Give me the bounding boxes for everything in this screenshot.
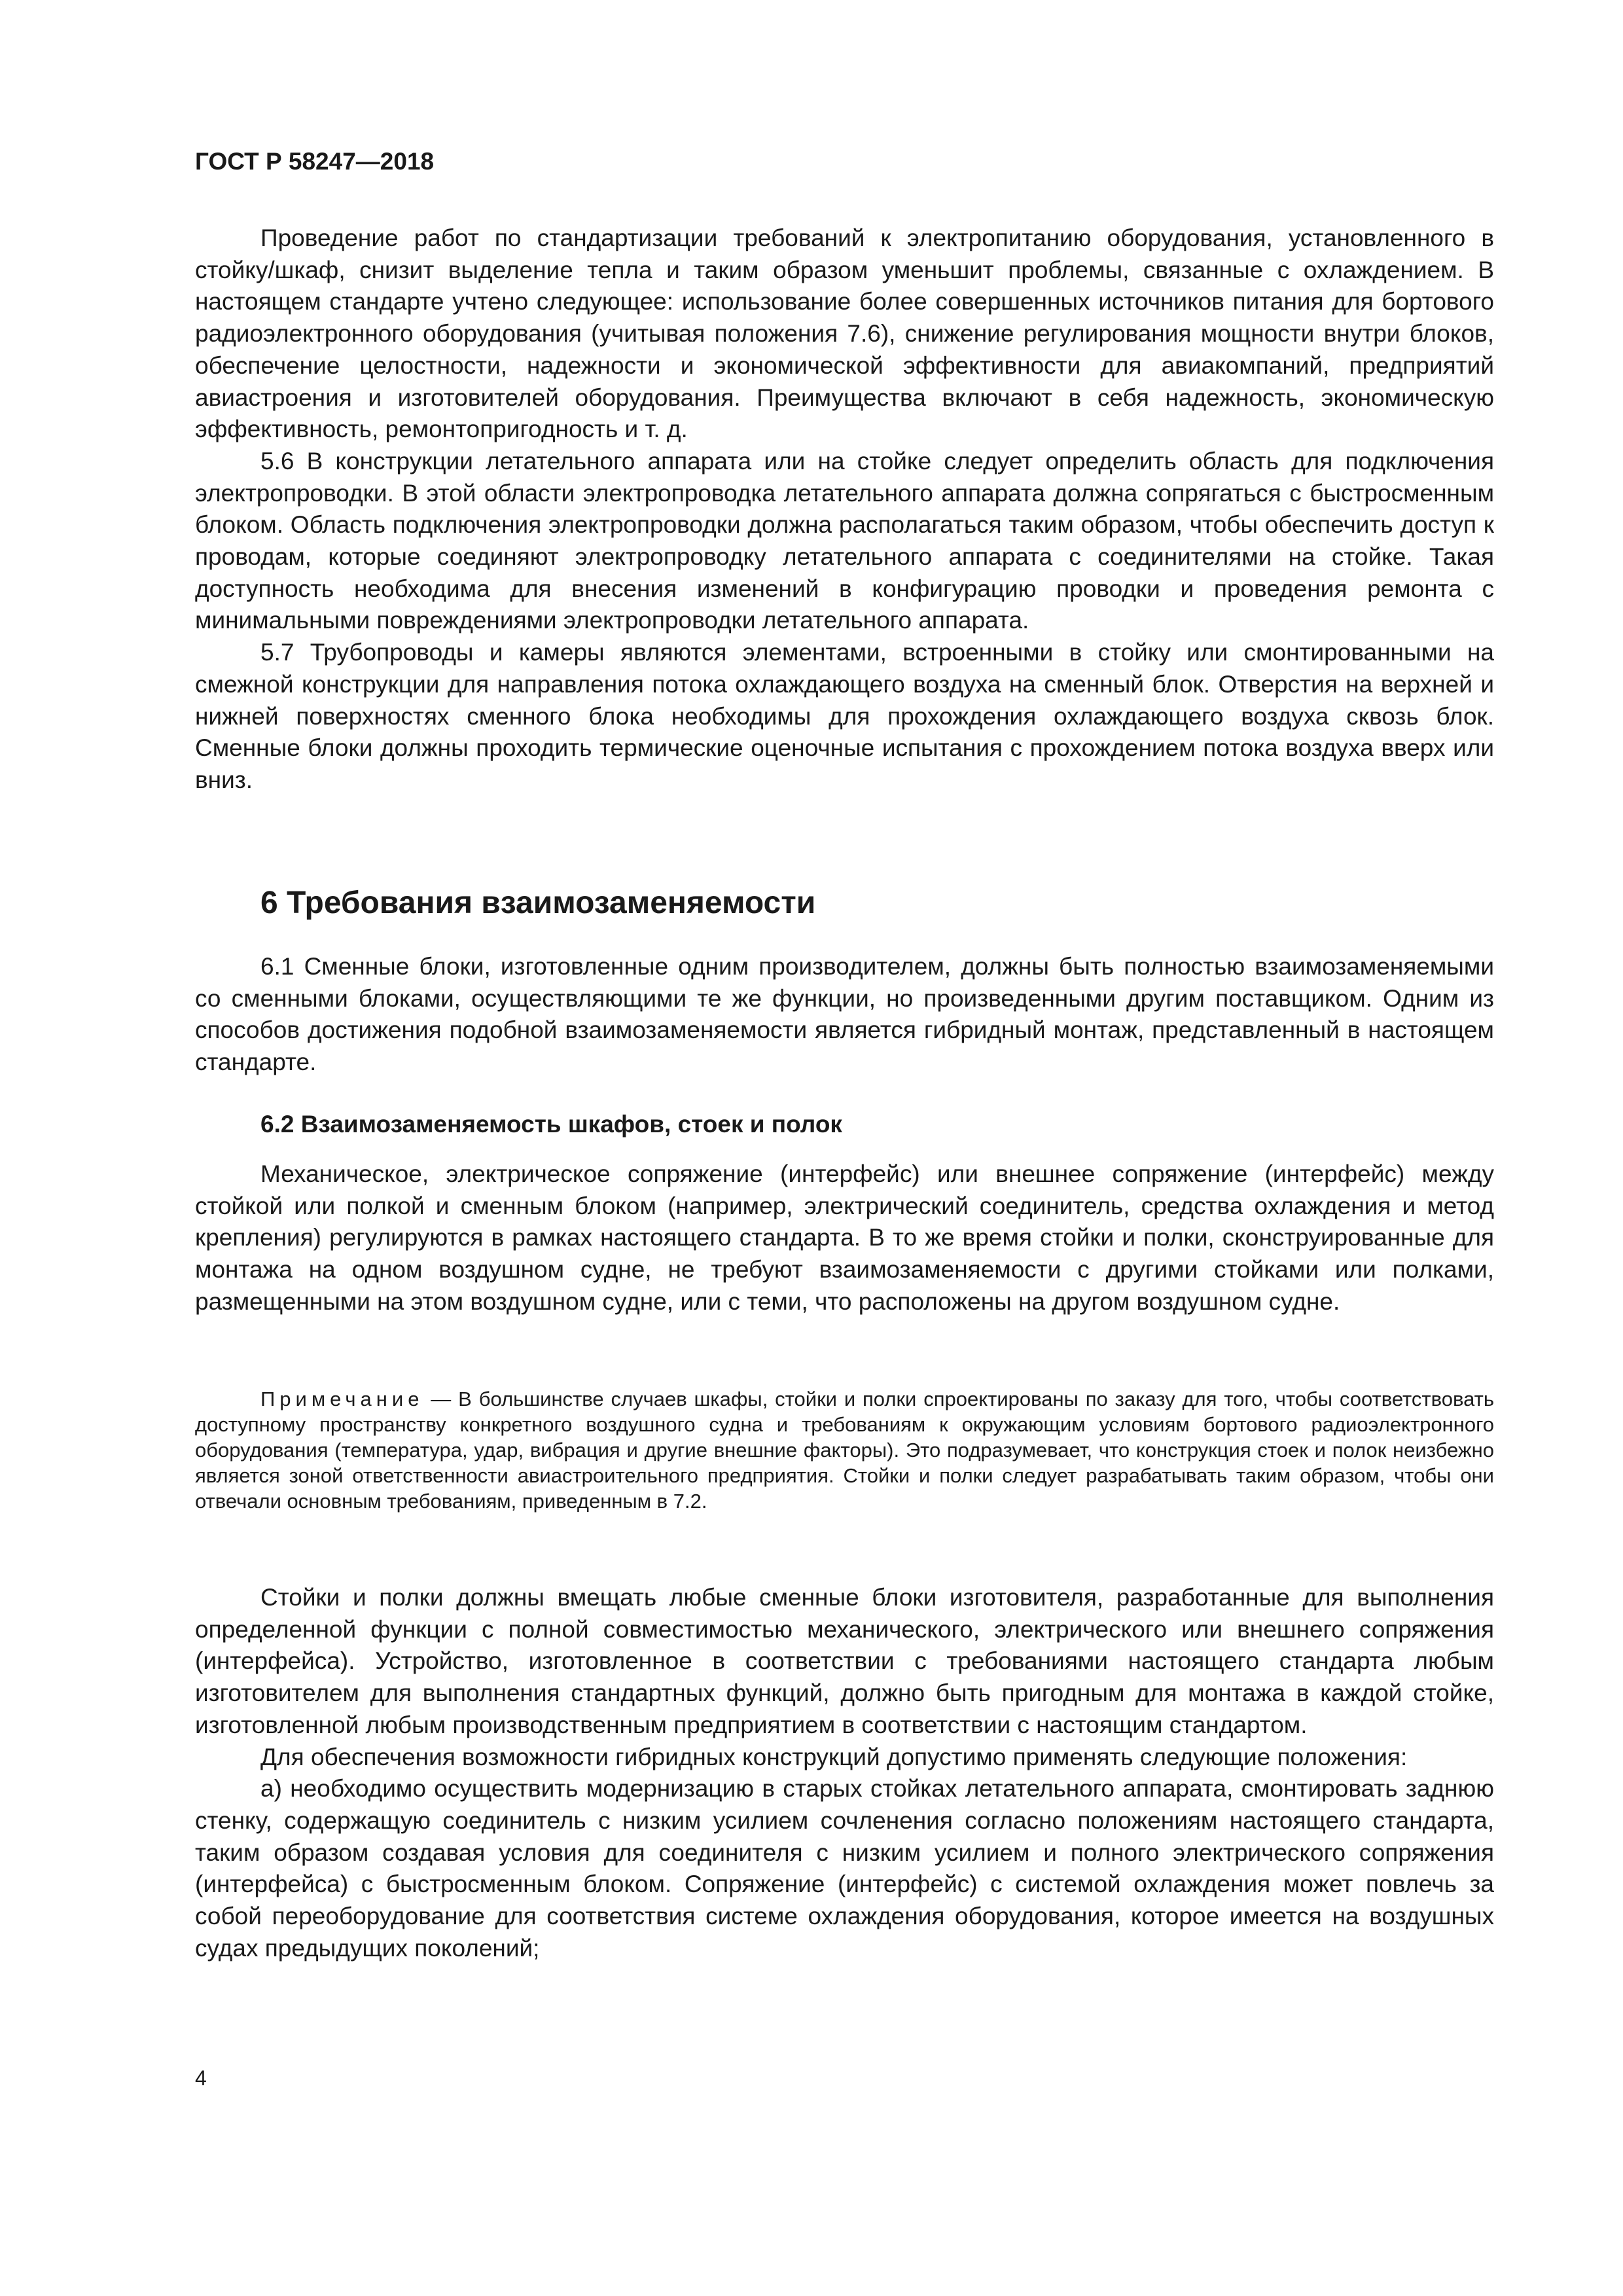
- note-paragraph: [195, 1386, 1494, 1514]
- section-6-text: [195, 951, 1494, 1079]
- note-text: — В большинстве случаев шкафы, стойки и полки спроектированы по заказу для того, чтобы соответствовать доступному пространству конкретного воздушного судна и требованиям к окружающим условиям бортового радиоэлектронного оборудования (температура, удар, вибрация и другие внешние факторы). Это подразумевает, что конструкция стоек и полок неизбежно является зоной ответственности авиастроительного предприятия. Стойки и полки следует разрабатывать таким образом, чтобы они отвечали основным требованиям, приведенным в 7.2.: [195, 1388, 1494, 1513]
- section-6-2-text: [195, 1158, 1494, 1318]
- paragraph-6-2-intro: Механическое, электрическое сопряжение (интерфейс) или внешнее сопряжение (интерфейс) между стойкой или полкой и сменным блоком (например, электрический соединитель, средства охлаждения и метод крепления) регулируются в рамках настоящего стандарта. В то же время стойки и полки, сконструированные для монтажа на одном воздушном судне, не требуют взаимозаменяемости с другими стойками или полками, размещенными на этом воздушном судне, или с теми, что расположены на другом воздушном судне.: [195, 1160, 1494, 1315]
- section-6-2-heading: 6.2 Взаимозаменяемость шкафов, стоек и полок: [260, 1111, 842, 1138]
- document-code: ГОСТ Р 58247—2018: [195, 148, 435, 175]
- paragraph-5-7: 5.7 Трубопроводы и камеры являются элементами, встроенными в стойку или смонтированными на смежной конструкции для направления потока охлаждающего воздуха на сменный блок. Отверстия на верхней и нижней поверхностях сменного блока необходимы для прохождения охлаждающего воздуха сквозь блок. Сменные блоки должны проходить термические оценочные испытания с прохождением потока воздуха вверх или вниз.: [195, 639, 1494, 793]
- section-6-heading: 6 Требования взаимозаменяемости: [260, 886, 816, 920]
- note-label: Примечание: [260, 1388, 424, 1410]
- paragraph-5-6: 5.6 В конструкции летательного аппарата или на стойке следует определить область для подключения электропроводки. В этой области электропроводка летательного аппарата должна сопрягаться с быстросменным блоком. Область подключения электропроводки должна располагаться таким образом, чтобы обеспечить доступ к проводам, которые соединяют электропроводку летательного аппарата с соединителями на стойке. Такая доступность необходима для внесения изменений в конфигурацию проводки и проведения ремонта с минимальными повреждениями электропроводки летательного аппарата.: [195, 447, 1494, 634]
- paragraph-intro: Проведение работ по стандартизации требований к электропитанию оборудования, установленного в стойку/шкаф, снизит выделение тепла и таким образом уменьшит проблемы, связанные с охлаждением. В настоящем стандарте учтено следующее: использование более совершенных источников питания для бортового радиоэлектронного оборудования (учитывая положения 7.6), снижение регулирования мощности внутри блоков, обеспечение целостности, надежности и экономической эффективности для авиакомпаний, предприятий авиастроения и изготовителей оборудования. Преимущества включают в себя надежность, экономическую эффективность, ремонтопригодность и т. д.: [195, 224, 1494, 443]
- section-6-2-continued: [195, 1582, 1494, 1964]
- paragraph-list-a: а) необходимо осуществить модернизацию в старых стойках летательного аппарата, смонтировать заднюю стенку, содержащую соединитель с низким усилием сочленения согласно положениям настоящего стандарта, таким образом создавая условия для соединителя с низким усилием и полного электрического сопряжения (интерфейса) с быстросменным блоком. Сопряжение (интерфейс) с системой охлаждения может повлечь за собой переоборудование для соответствия системе охлаждения оборудования, которое имеется на воздушных судах предыдущих поколений;: [195, 1775, 1494, 1962]
- note-block: [195, 1386, 1494, 1514]
- paragraph-6-1: 6.1 Сменные блоки, изготовленные одним производителем, должны быть полностью взаимозаменяемыми со сменными блоками, осуществляющими те же функции, но произведенными другим поставщиком. Одним из способов достижения подобной взаимозаменяемости является гибридный монтаж, представленный в настоящем стандарте.: [195, 953, 1494, 1076]
- intro-text: [195, 223, 1494, 797]
- paragraph-racks-shelves: Стойки и полки должны вмещать любые сменные блоки изготовителя, разработанные для выполнения определенной функции с полной совместимостью механического, электрического или внешнего сопряжения (интерфейса). Устройство, изготовленное в соответствии с требованиями настоящего стандарта любым изготовителем для выполнения стандартных функций, должно быть пригодным для монтажа в каждой стойке, изготовленной любым производственным предприятием в соответствии с настоящим стандартом.: [195, 1584, 1494, 1738]
- page-number: 4: [195, 2066, 207, 2090]
- paragraph-hybrid-intro: Для обеспечения возможности гибридных конструкций допустимо применять следующие положения:: [260, 1743, 1408, 1770]
